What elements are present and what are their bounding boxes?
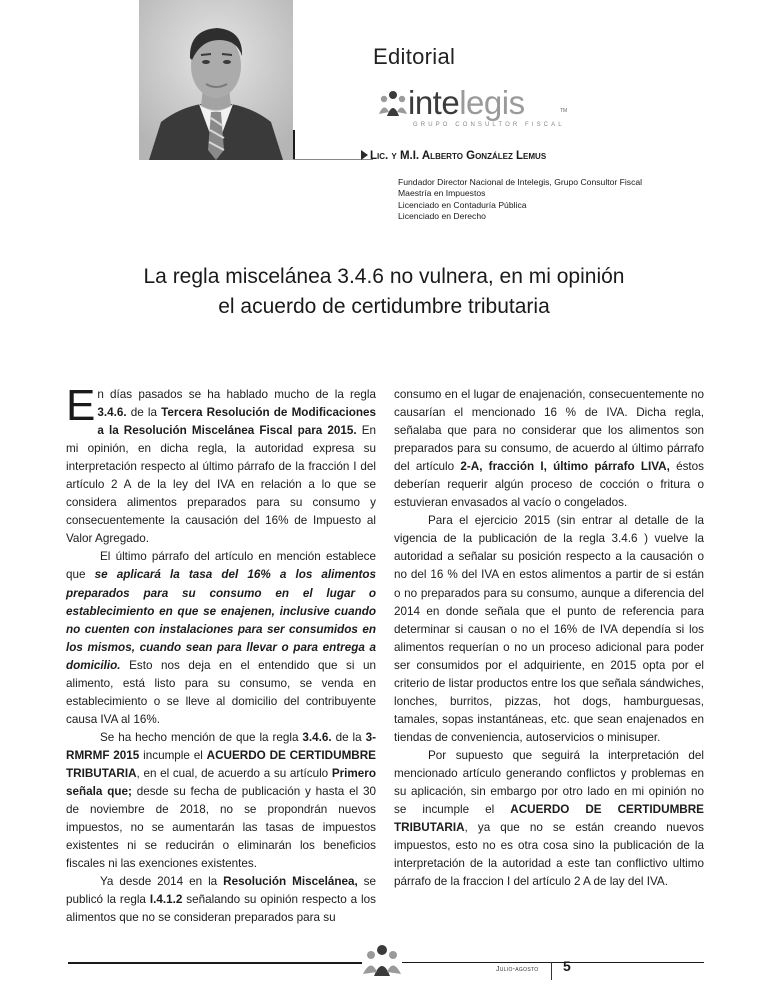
text-run: , en el cual, de acuerdo a su artículo	[136, 766, 332, 780]
logo-tagline: GRUPO CONSULTOR FISCAL	[413, 122, 565, 128]
headline-line-1: La regla miscelánea 3.4.6 no vulnera, en mi opinión	[143, 265, 625, 288]
page-number: 5	[563, 958, 571, 974]
paragraph-6	[394, 747, 704, 891]
bold-run: ACUERDO DE CERTIDUMBRE TRIBUTARIA	[66, 748, 376, 780]
drop-cap: E	[66, 381, 96, 430]
people-group-icon	[378, 88, 408, 118]
text-run: señalando su opinión respecto a los alimentos que no se consideran preparados para su	[66, 893, 376, 925]
paragraph-2	[66, 548, 376, 728]
text-run: de la	[126, 406, 162, 420]
logo-word-light: legis	[459, 84, 525, 121]
author-photo	[139, 0, 293, 160]
bold-run: ACUERDO DE CERTIDUMBRE TRIBUTARIA	[394, 803, 704, 835]
paragraph-4	[66, 873, 376, 927]
text-run: El último párrafo del artículo en mención establece que	[66, 550, 376, 582]
logo-trademark: TM	[560, 108, 568, 114]
paragraph-4-continued	[394, 386, 704, 512]
text-run: éstos deberían requerir algún proceso de cocción o fritura o estuvieran envasados al vacío o congelados.	[394, 460, 704, 510]
text-run: Por supuesto que seguirá la interpretación del mencionado artículo generando conflictos y problemas en su aplicación, sin embargo por otro lado en mi opinión no se incumple el	[394, 748, 704, 817]
paragraph-5	[394, 512, 704, 747]
section-title: Editorial	[373, 44, 456, 69]
article-column-left	[66, 381, 376, 927]
text-run: , ya que no se están creando nuevos impuestos, esto no es otra cosa sino la publicación de la interpretación de la autoridad a este tan conflictivo ultimo párrafo de la fraccion I del artículo 2 A de lay del IVA.	[394, 821, 704, 889]
footer-rule-left	[68, 962, 362, 964]
logo-word-dark: inte	[408, 84, 460, 121]
text-run: n días pasados se ha hablado mucho de la regla	[97, 388, 376, 401]
paragraph-3	[66, 729, 376, 873]
bold-run: Resolución Miscelánea,	[223, 875, 358, 889]
text-run: Se ha hecho mención de que la regla	[100, 730, 303, 744]
photo-accent-bar	[293, 130, 295, 160]
bold-run: 3-RMRMF 2015	[66, 730, 376, 762]
credential-item: Maestría en Impuestos	[398, 188, 486, 199]
bold-run: Primero señala que;	[66, 766, 376, 799]
author-name-text: Lic. y M.I. Alberto González Lemus	[370, 150, 547, 162]
bold-run: I.4.1.2	[149, 893, 183, 907]
footer-logo-icon	[362, 942, 402, 978]
author-credentials	[398, 177, 642, 222]
bold-run: 3.4.6.	[302, 730, 332, 744]
article-column-right	[394, 386, 704, 891]
text-run: consumo en el lugar de enajenación, consecuentemente no causarían el mencionado 16 % de IVA. Dicha regla, señalaba que para no considerar que los alimentos son preparados para su consumo, de acuerdo al último párrafo del artículo	[394, 388, 704, 474]
text-run: Ya desde 2014 en la	[100, 875, 224, 889]
footer-issue: Julio-agosto	[496, 966, 539, 973]
headline-line-2: el acuerdo de certidumbre tributaria	[218, 295, 550, 318]
text-run: de la	[331, 730, 366, 744]
text-run: se publicó la regla	[66, 875, 376, 907]
footer-rule-right	[402, 962, 704, 963]
text-run: desde su fecha de publicación y hasta el 30 de noviembre de 2018, no se propondrán nuevos impuestos, no se aumentarán las tasas de impuestos existentes ni se reducirán o eliminarán los beneficios fiscales ni las exenciones existentes.	[66, 785, 376, 871]
credential-item: Licenciado en Contaduría Pública	[398, 199, 527, 210]
bold-run: 3.4.6.	[97, 406, 127, 420]
text-run: Para el ejercicio 2015 (sin entrar al detalle de la vigencia de la publicación de la regla 3.4.6 ) vuelve la autoridad a señalar su posición respecto a la causación o no del 16 % del IVA en estos alimentos a partir de si están o no preparados para su consumo, aunque a diferencia del 2014 en donde señala que el punto de referencia para determinar si causan o no el 16% de IVA dependía si los alimentos requerían o no un proceso adicional para poder ser consumidos por el adquiriente, en 2015 opta por el criterio de listar productos entre los que señala sándwiches, lonches, burritos, pizzas, hot dogs, hamburguesas, tamales, sopas instantáneas, etc. que sean enajenados en tiendas de conveniencia, autoservicios o minisuper.	[394, 514, 704, 744]
logo-wordmark	[408, 86, 525, 120]
article-headline	[60, 262, 708, 322]
bold-run: 2-A, fracción I, último párrafo LIVA,	[460, 460, 670, 474]
bold-italic-run: se aplicará la tasa del 16% a los alimentos preparados para su consumo en el lugar o establecimiento en que se enajenen, inclusive cuando no cuenten con instalaciones para ser consumidos en los mismos, cuando sean para llevar o para entrega a domicilio.	[66, 568, 376, 672]
text-run: incumple el	[139, 748, 207, 762]
text-run: En mi opinión, en dicha regla, la autoridad expresa su interpretación respecto al último párrafo de la fracción I del artículo 2 A de la ley del IVA en relación a lo que se considera alimentos preparados para su consumo y consecuentemente la causación del 16% de Impuesto al Valor Agregado.	[66, 424, 376, 546]
text-run: Esto nos deja en el entendido que si un alimento, está listo para su consumo, se venda en establecimiento o se lleve al domicilio del contribuyente causa IVA al 16%.	[66, 658, 376, 726]
credential-item: Licenciado en Derecho	[398, 210, 486, 221]
paragraph-1	[66, 381, 376, 548]
credential-item: Fundador Director Nacional de Intelegis, Grupo Consultor Fiscal	[398, 177, 643, 187]
footer-separator	[551, 962, 552, 980]
author-name	[361, 150, 546, 162]
intelegis-logo	[378, 86, 578, 130]
bold-run: Tercera Resolución de Modificaciones a la Resolución Miscelánea Fiscal para 2015.	[97, 406, 376, 438]
arrow-right-icon	[361, 150, 368, 160]
